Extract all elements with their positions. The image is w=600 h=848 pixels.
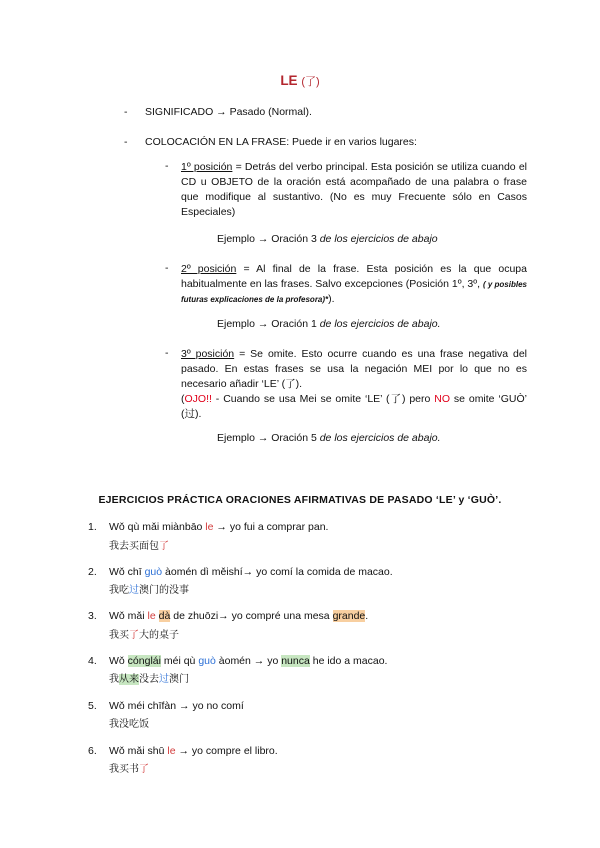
exercise-6-chinese — [109, 760, 149, 775]
text: he ido a macao. — [309, 655, 388, 667]
guo-char: 过 — [129, 585, 139, 596]
example-lead: Ejemplo → Oración 1 — [217, 318, 317, 330]
exercise-1-pinyin — [109, 521, 328, 533]
text: Wǒ méi chīfàn → yo no comí — [109, 700, 244, 712]
le-char: 了 — [129, 630, 139, 641]
position-3-text2b: se omite ‘GUÒ’ (过). — [181, 393, 527, 420]
text: 我吃 — [109, 585, 129, 596]
position-1-example — [217, 233, 438, 245]
exercise-number: 1. — [88, 521, 97, 533]
text: 澳门 — [169, 674, 189, 685]
bullet-dash: - — [165, 160, 169, 172]
text: àomén dì měishí→ yo comí la comida de macao. — [162, 566, 393, 578]
text: 没去 — [139, 674, 159, 685]
text: 我去买面包 — [109, 541, 159, 552]
example-note: de los ejercicios de abajo — [319, 233, 438, 245]
le-particle: le — [205, 521, 214, 533]
bullet-colocacion: COLOCACIÓN EN LA FRASE: Puede ir en varios lugares: — [145, 136, 417, 148]
text: Wǒ — [109, 655, 128, 667]
bullet-significado: SIGNIFICADO → Pasado (Normal). — [145, 106, 312, 118]
position-2-label: 2º posición — [181, 263, 237, 275]
text: Wǒ chī — [109, 566, 145, 578]
text: 我没吃饭 — [109, 719, 149, 730]
highlight-conglai: cónglái — [127, 655, 161, 667]
text: 我买书 — [109, 764, 139, 775]
position-1-block — [181, 160, 527, 220]
position-2-note: ( y posibles futuras explicaciones de la profesora)* — [181, 280, 527, 304]
exercise-3-pinyin — [109, 610, 368, 622]
bullet-dash: - — [124, 106, 128, 118]
exercise-2-pinyin — [109, 566, 393, 578]
guo-particle: guò — [198, 655, 216, 667]
exercise-5-chinese — [109, 715, 149, 730]
exercise-4-chinese — [109, 670, 189, 685]
bullet-dash: - — [165, 347, 169, 359]
highlight-conglai-char: 从来 — [119, 674, 139, 685]
example-lead: Ejemplo → Oración 5 — [217, 432, 317, 444]
position-3-example — [217, 432, 441, 444]
bullet-dash: - — [165, 262, 169, 274]
text: 大 — [139, 630, 149, 641]
exercise-number: 5. — [88, 700, 97, 712]
exercise-2-chinese — [109, 581, 189, 596]
example-note: de los ejercicios de abajo. — [319, 318, 441, 330]
position-2-text-end: ). — [328, 293, 335, 305]
no-emphasis: NO — [434, 393, 450, 405]
example-note: de los ejercicios de abajo. — [319, 432, 441, 444]
position-3-block: 3º posición = Se omite. Esto ocurre cuando es una frase negativa del pasado. En estas frases se usa la negación MEI por lo que no es necesario añadir ‘LE’ (了). (OJO!! - Cuando se usa Mei se omite ‘LE’ (了) pero NO se omite ‘GUÒ’ (过). — [181, 348, 527, 420]
position-3-text: = Se omite. Esto ocurre cuando es una frase negativa del pasado. En estas frases se usa la negación MEI por lo que no es necesario añadir ‘LE’ (了). — [181, 348, 527, 390]
text: Wǒ mǎi — [109, 610, 148, 622]
guo-particle: guò — [144, 566, 163, 578]
title-paren: (了) — [301, 76, 320, 88]
le-char: 了 — [159, 541, 169, 552]
highlight-nunca: nunca — [281, 655, 310, 667]
text: 澳门的没事 — [139, 585, 189, 596]
bullet-dash: - — [124, 136, 128, 148]
text: . — [365, 610, 369, 622]
exercise-number: 6. — [88, 745, 97, 757]
text: Wǒ mǎi shū — [109, 745, 168, 757]
title-main: LE — [280, 73, 298, 88]
example-lead: Ejemplo → Oración 3 — [217, 233, 317, 245]
exercise-1-chinese — [109, 537, 169, 552]
text: 我买 — [109, 630, 129, 641]
position-2-block — [181, 262, 527, 307]
position-2-example — [217, 318, 441, 330]
le-particle: le — [167, 745, 176, 757]
position-3-label: 3º posición — [181, 348, 235, 360]
position-2-text: = Al final de la frase. Esta posición es la que ocupa habitualmente en las frases. Salvo excepciones (Posición 1º, 3º, — [181, 263, 527, 290]
text: Wǒ qù mǎi miànbāo — [109, 521, 206, 533]
page-title — [0, 73, 600, 89]
text: méi qù — [160, 655, 199, 667]
exercise-4-pinyin — [109, 655, 387, 667]
exercise-3-chinese — [109, 626, 179, 641]
text: 的桌子 — [149, 630, 179, 641]
exercise-number: 2. — [88, 566, 97, 578]
exercise-number: 3. — [88, 610, 97, 622]
le-particle: le — [147, 610, 156, 622]
text: → yo fui a comprar pan. — [213, 521, 329, 533]
text: de zhuōzi→ yo compré una mesa — [170, 610, 333, 622]
le-char: 了 — [139, 764, 149, 775]
position-1-label: 1º posición — [181, 161, 233, 173]
position-1-text: = Detrás del verbo principal. Esta posición se utiliza cuando el CD u OBJETO de la oración está acompañado de una palabra o frase que modifique al sustantivo. (No es muy Frecuente sólo en Casos Especiales) — [181, 161, 527, 218]
guo-char: 过 — [159, 674, 169, 685]
text: àomén → yo — [215, 655, 282, 667]
position-3-text2a: - Cuando se usa Mei se omite ‘LE’ (了) pero — [211, 393, 435, 405]
exercise-number: 4. — [88, 655, 97, 667]
text: → yo compre el libro. — [175, 745, 278, 757]
exercise-6-pinyin — [109, 745, 278, 757]
highlight-grande: grande — [332, 610, 366, 622]
highlight-da: dà — [158, 610, 171, 622]
exercise-5-pinyin — [109, 700, 244, 712]
text: 我 — [109, 674, 119, 685]
exercises-heading: EJERCICIOS PRÁCTICA ORACIONES AFIRMATIVAS DE PASADO ‘LE’ y ‘GUÒ’. — [98, 494, 502, 506]
ojo-warning: OJO!! — [184, 393, 212, 405]
